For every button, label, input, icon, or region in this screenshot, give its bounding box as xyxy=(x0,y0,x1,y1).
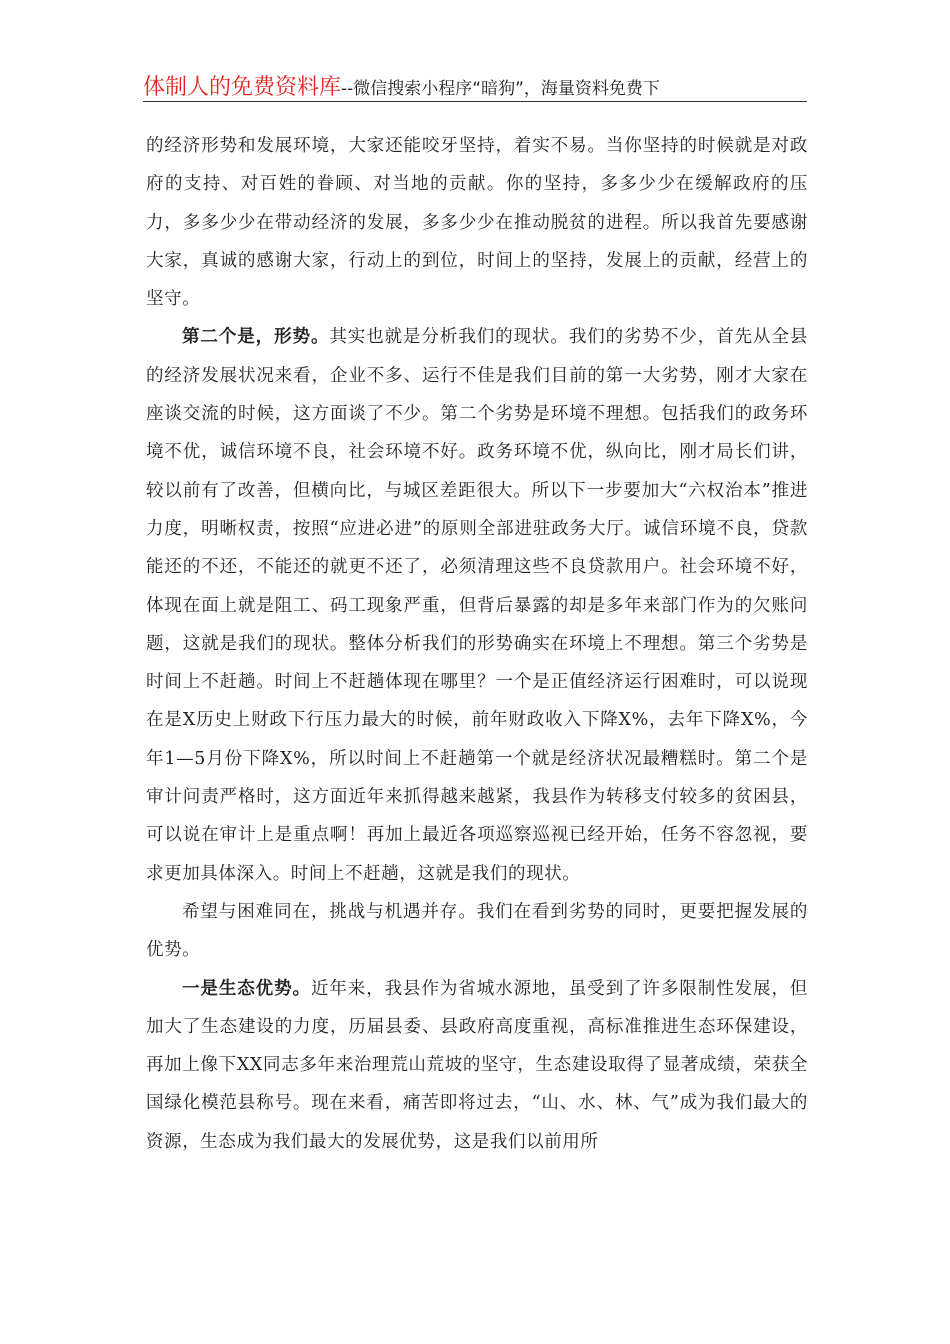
paragraph-lead: 第二个是，形势。 xyxy=(182,327,330,348)
header-subtitle: --微信搜索小程序“暗狗”，海量资料免费下 xyxy=(341,79,660,99)
paragraph-ecology xyxy=(146,970,808,1161)
paragraph-text: 的经济形势和发展环境，大家还能咬牙坚持，着实不易。当你坚持的时候就是对政府的支持、对百姓的眷顾、对当地的贡献。你的坚持，多多少少在缓解政府的压力，多多少少在带动经济的发展，多多少少在推动脱贫的进程。所以我首先要感谢大家，真诚的感谢大家，行动上的到位，时间上的坚持，发展上的贡献，经营上的坚守。 xyxy=(146,136,808,310)
header-divider xyxy=(143,101,807,102)
paragraph-text: 其实也就是分析我们的现状。我们的劣势不少，首先从全县的经济发展状况来看，企业不多、运行不佳是我们目前的第一大劣势，刚才大家在座谈交流的时候，这方面谈了不少。第二个劣势是环境不理想。包括我们的政务环境不优，诚信环境不良，社会环境不好。政务环境不优，纵向比，刚才局长们讲，较以前有了改善，但横向比，与城区差距很大。所以下一步要加大“六权治本”推进力度，明晰权责，按照“应进必进”的原则全部进驻政务大厅。诚信环境不良，贷款能还的不还，不能还的就更不还了，必须清理这些不良贷款用户。社会环境不好，体现在面上就是阻工、码工现象严重，但背后暴露的却是多年来部门作为的欠账问题，这就是我们的现状。整体分析我们的形势确实在环境上不理想。第三个劣势是时间上不赶趟。时间上不赶趟体现在哪里？一个是正值经济运行困难时，可以说现在是X历史上财政下行压力最大的时候，前年财政收入下降X%，去年下降X%，今年1—5月份下降X%，所以时间上不赶趟第一个就是经济状况最糟糕时。第二个是审计问责严格时，这方面近年来抓得越来越紧，我县作为转移支付较多的贫困县，可以说在审计上是重点啊！再加上最近各项巡察巡视已经开始，任务不容忽视，要求更加具体深入。时间上不赶趟，这就是我们的现状。 xyxy=(146,327,808,884)
paragraph-lead: 一是生态优势。 xyxy=(182,978,311,999)
paragraph-opportunity xyxy=(146,893,808,970)
paragraph-situation xyxy=(146,318,808,892)
page-header xyxy=(143,70,803,102)
paragraph-continuation xyxy=(146,127,808,318)
paragraph-text: 近年来，我县作为省城水源地，虽受到了许多限制性发展，但加大了生态建设的力度，历届县委、县政府高度重视，高标准推进生态环保建设，再加上像下XX同志多年来治理荒山荒坡的坚守，生态建设取得了显著成绩，荣获全国绿化模范县称号。现在来看，痛苦即将过去，“山、水、林、气”成为我们最大的资源，生态成为我们最大的发展优势，这是我们以前用所 xyxy=(146,978,808,1152)
header-brand-title: 体制人的免费资料库 xyxy=(143,75,342,100)
document-body xyxy=(146,127,808,1161)
paragraph-text: 希望与困难同在，挑战与机遇并存。我们在看到劣势的同时，更要把握发展的优势。 xyxy=(146,901,808,961)
